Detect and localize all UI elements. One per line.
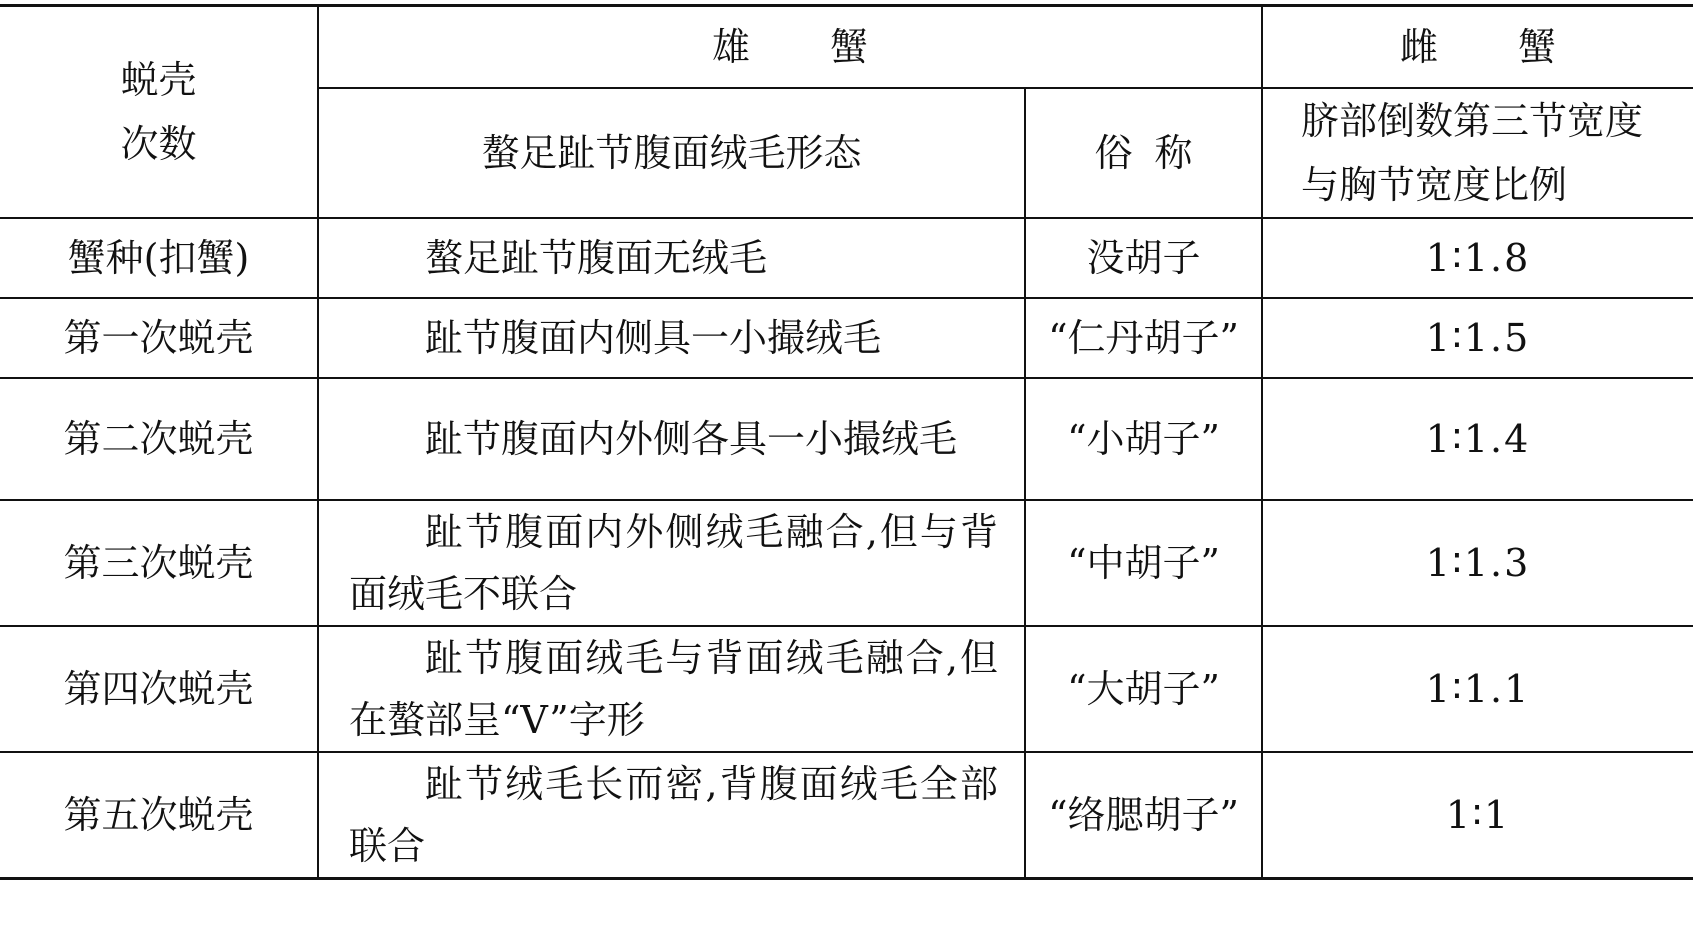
nickname-cell: “中胡子”	[1025, 500, 1262, 626]
stage-cell: 第五次蜕壳	[0, 752, 318, 879]
description-cell: 趾节绒毛长而密,背腹面绒毛全部联合	[318, 752, 1025, 879]
description-cell: 螯足趾节腹面无绒毛	[318, 218, 1025, 298]
header-male: 雄蟹	[318, 6, 1262, 88]
ratio-cell: 1∶1.3	[1262, 500, 1693, 626]
nickname-cell: “大胡子”	[1025, 626, 1262, 752]
table-row	[0, 626, 1693, 752]
nickname-cell: “络腮胡子”	[1025, 752, 1262, 879]
description-cell: 趾节腹面绒毛与背面绒毛融合,但在螯部呈“V”字形	[318, 626, 1025, 752]
stage-cell: 蟹种(扣蟹)	[0, 218, 318, 298]
header-row-1	[0, 6, 1693, 88]
description-cell: 趾节腹面内外侧各具一小撮绒毛	[318, 378, 1025, 500]
stage-cell: 第二次蜕壳	[0, 378, 318, 500]
table-row	[0, 298, 1693, 378]
document-page	[0, 4, 1693, 880]
header-nickname: 俗称	[1025, 88, 1262, 218]
nickname-cell: 没胡子	[1025, 218, 1262, 298]
nickname-cell: “仁丹胡子”	[1025, 298, 1262, 378]
stage-cell: 第三次蜕壳	[0, 500, 318, 626]
ratio-cell: 1∶1.8	[1262, 218, 1693, 298]
table-row	[0, 218, 1693, 298]
header-female: 雌蟹	[1262, 6, 1693, 88]
ratio-cell: 1∶1.1	[1262, 626, 1693, 752]
ratio-cell: 1∶1	[1262, 752, 1693, 879]
ratio-cell: 1∶1.5	[1262, 298, 1693, 378]
nickname-cell: “小胡子”	[1025, 378, 1262, 500]
header-ratio: 脐部倒数第三节宽度与胸节宽度比例	[1262, 88, 1693, 218]
ratio-cell: 1∶1.4	[1262, 378, 1693, 500]
molting-table	[0, 4, 1693, 880]
table-row	[0, 752, 1693, 879]
header-shell-count: 蜕壳 次数	[0, 6, 318, 218]
description-cell: 趾节腹面内侧具一小撮绒毛	[318, 298, 1025, 378]
table-row	[0, 378, 1693, 500]
stage-cell: 第一次蜕壳	[0, 298, 318, 378]
header-claw-hair: 螯足趾节腹面绒毛形态	[318, 88, 1025, 218]
description-cell: 趾节腹面内外侧绒毛融合,但与背面绒毛不联合	[318, 500, 1025, 626]
table-row	[0, 500, 1693, 626]
stage-cell: 第四次蜕壳	[0, 626, 318, 752]
